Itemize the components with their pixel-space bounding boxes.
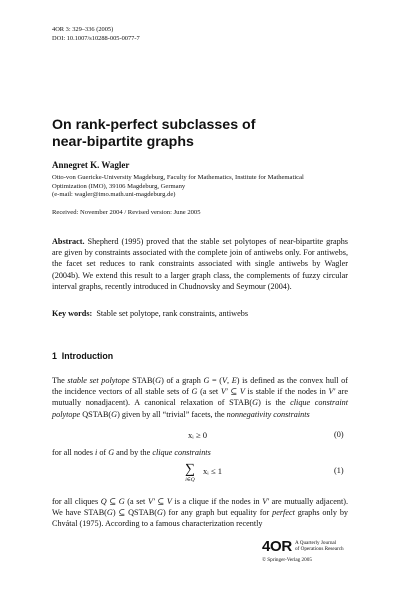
- author-email: (e-mail: wagler@imo.math.uni-magdeburg.de): [52, 191, 176, 199]
- keywords: [52, 308, 348, 319]
- paper-title-line-1: On rank-perfect subclasses of: [52, 117, 256, 133]
- section-number: 1: [52, 351, 57, 361]
- keywords-label: Key words:: [52, 309, 93, 318]
- abstract: [52, 236, 348, 292]
- abstract-text: Shepherd (1995) proved that the stable set polytopes of near-bipartite graphs are given by constraints associated with the complete join of antiwebs only. For antiwebs, the facet set reduces to rank constraints associated with single antiwebs by Wagler (2004b). We extend this result to a larger graph class, the complements of fuzzy circular interval graphs, recently introduced in Chudnovsky and Seymour (2004).: [52, 237, 348, 291]
- doi: DOI: 10.1007/s10288-005-0077-7: [52, 35, 140, 42]
- section-heading: [52, 351, 113, 361]
- logo-tagline-1: A Quarterly Journal: [294, 540, 337, 546]
- journal-logo: 4OR: [262, 538, 292, 555]
- equation-1: xᵢ ≤ 1: [203, 466, 223, 476]
- equation-1-sum: [182, 463, 198, 483]
- summation-sign: ∑: [185, 462, 195, 477]
- intro-paragraph-1: The stable set polytope STAB(G) of a graph G = (V, E) is defined as the convex hull of the incidence vectors of all stable sets of G (a set V′ ⊆ V is stable if the nodes in V′ are mutually nonadjacent). A canonical relaxation of STAB(G) is the clique constraint polytope QSTAB(G) given by all “trivial” facets, the nonnegativity constraints: [52, 376, 348, 419]
- publisher-logo: [262, 539, 352, 563]
- journal-reference: 4OR 3: 329–336 (2005): [52, 26, 114, 33]
- section-title: Introduction: [61, 351, 114, 361]
- author-name: Annegret K. Wagler: [52, 160, 130, 170]
- paper-title-line-2: near-bipartite graphs: [52, 134, 194, 150]
- affiliation-line-2: Optimization (IMO), 39106 Magdeburg, Germany: [52, 182, 186, 190]
- affiliation-line-1: Otto-von Guericke-University Magdeburg, Faculty for Mathematics, Institute for Mathematical: [52, 174, 304, 181]
- equation-0: xᵢ ≥ 0: [188, 430, 208, 440]
- affiliation: [52, 174, 352, 200]
- copyright: © Springer-Verlag 2005: [262, 557, 312, 563]
- equation-0-number: (0): [334, 430, 344, 439]
- keywords-text: Stable set polytope, rank constraints, antiwebs: [96, 309, 249, 318]
- intro-sentence-cliques: for all nodes i of G and by the clique constraints: [52, 448, 211, 457]
- logo-tagline-2: of Operations Research: [294, 546, 344, 552]
- equation-1-number: (1): [334, 466, 344, 475]
- summation-index: i∈Q: [185, 477, 195, 483]
- received-dates: Received: November 2004 / Revised version: June 2005: [52, 209, 201, 216]
- intro-paragraph-2: for all cliques Q ⊆ G (a set V′ ⊆ V is a clique if the nodes in V′ are mutually adjacent). We have STAB(G) ⊆ QSTAB(G) for any graph but equality for perfect graphs only by Chvátal (1975). According to a famous characterization recently: [52, 497, 349, 529]
- abstract-label: Abstract.: [52, 237, 85, 246]
